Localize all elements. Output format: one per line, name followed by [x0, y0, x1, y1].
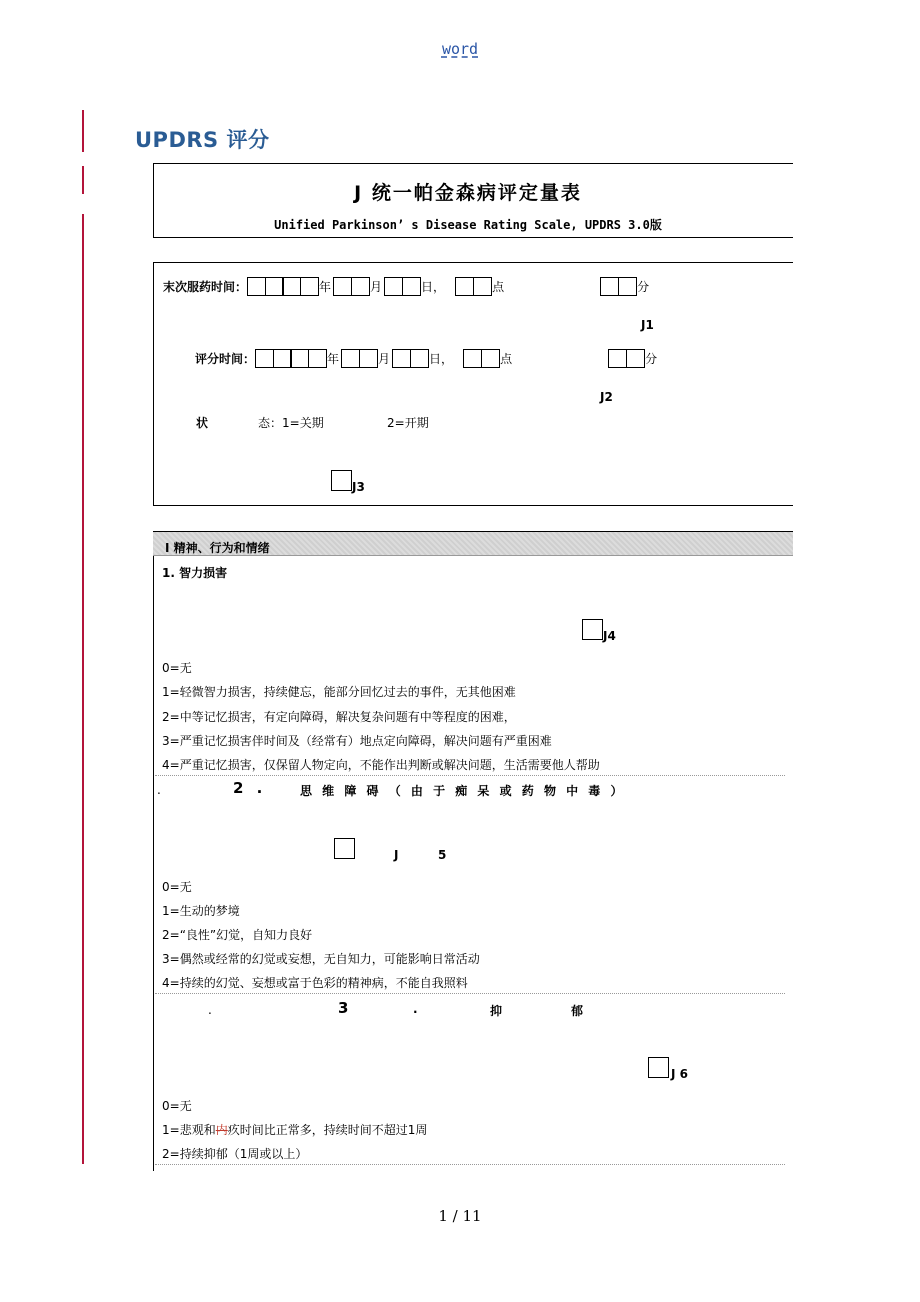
- month-digit-boxes[interactable]: [333, 277, 368, 296]
- status-checkbox[interactable]: [331, 470, 352, 491]
- info-box: [153, 262, 793, 506]
- hour-unit: 点: [500, 352, 513, 366]
- minute-digit-boxes[interactable]: [608, 349, 643, 368]
- item1-option: 3=严重记忆损害伴时间及（经常有）地点定向障碍，解决问题有严重困难: [162, 734, 552, 748]
- day-unit: 日，: [421, 280, 446, 294]
- item1-option: 4=严重记忆损害，仅保留人物定向，不能作出判断或解决问题，生活需要他人帮助: [162, 758, 600, 772]
- hour-digit-boxes[interactable]: [463, 349, 498, 368]
- item3-dot: .: [208, 1003, 212, 1017]
- code-j1: J1: [641, 318, 654, 332]
- item1-option: 1=轻微智力损害，持续健忘，能部分回忆过去的事件，无其他困难: [162, 685, 516, 699]
- item2-title: 思 维 障 碍 （ 由 于 痴 呆 或 药 物 中 毒 ）: [300, 784, 623, 798]
- code-j3: J3: [352, 480, 365, 494]
- year-digit-boxes[interactable]: [247, 277, 317, 296]
- status-on-option: 2=开期: [387, 416, 429, 430]
- item3-title-b: 郁: [571, 1004, 584, 1018]
- status-label-a: 状: [196, 416, 209, 430]
- item2-option: 1=生动的梦境: [162, 904, 240, 918]
- evaluation-time-label: 评分时间：: [195, 352, 256, 366]
- item1-code: J4: [603, 629, 616, 643]
- hour-unit: 点: [492, 280, 505, 294]
- minute-unit: 分: [637, 280, 650, 294]
- item3-option: [162, 1121, 427, 1138]
- item2-number: 2 .: [233, 779, 267, 797]
- tracked-change-deletion: 内: [215, 1123, 228, 1137]
- day-digit-boxes[interactable]: [384, 277, 419, 296]
- year-unit: 年: [319, 280, 332, 294]
- last-medication-label: 末次服药时间：: [163, 280, 248, 294]
- item3-option-part: 疚时间比正常多，持续时间不超过1周: [227, 1123, 428, 1137]
- margin-change-bar: [82, 110, 84, 152]
- item1-score-checkbox[interactable]: [582, 619, 603, 640]
- item3-title-a: 抑: [490, 1004, 503, 1018]
- item1-title: 1. 智力损害: [162, 566, 228, 580]
- minute-digit-boxes[interactable]: [600, 277, 635, 296]
- code-j2: J2: [600, 390, 613, 404]
- item3-score-checkbox[interactable]: [648, 1057, 669, 1078]
- item3-dot2: .: [413, 1002, 418, 1016]
- section-title-bar: I 精神、行为和情绪: [153, 531, 793, 556]
- month-unit: 月: [370, 280, 383, 294]
- page-number: 1 / 11: [438, 1207, 482, 1225]
- item1-option: 0=无: [162, 661, 192, 675]
- item2-option: 0=无: [162, 880, 192, 894]
- item-divider: [155, 775, 785, 776]
- status-label-b: 态：1=关期: [258, 416, 324, 430]
- item3-option: 0=无: [162, 1099, 192, 1113]
- evaluation-time-row: [195, 349, 657, 368]
- month-digit-boxes[interactable]: [341, 349, 376, 368]
- section-box: [153, 531, 793, 1171]
- item3-option: 2=持续抑郁（1周或以上）: [162, 1147, 308, 1161]
- document-heading: UPDRS 评分: [135, 128, 270, 152]
- item2-dot: .: [157, 783, 161, 797]
- header-word-link[interactable]: word: [441, 40, 479, 58]
- day-digit-boxes[interactable]: [392, 349, 427, 368]
- item-divider: [155, 1164, 785, 1165]
- hour-digit-boxes[interactable]: [455, 277, 490, 296]
- item2-option: 3=偶然或经常的幻觉或妄想，无自知力，可能影响日常活动: [162, 952, 480, 966]
- scale-subtitle: Unified Parkinson’ s Disease Rating Scale, UPDRS 3.0版: [274, 218, 662, 232]
- item2-code-j: J: [394, 848, 399, 862]
- scale-title: J 统一帕金森病评定量表: [354, 182, 582, 204]
- item2-code-number: 5: [438, 848, 447, 862]
- item3-option-part: 1=悲观和: [162, 1123, 216, 1137]
- last-medication-row: [163, 277, 649, 296]
- month-unit: 月: [378, 352, 391, 366]
- item2-score-checkbox[interactable]: [334, 838, 355, 859]
- item2-option: 2=“良性”幻觉，自知力良好: [162, 928, 313, 942]
- margin-change-bar: [82, 214, 84, 1164]
- item3-code: J 6: [671, 1067, 688, 1081]
- item1-option: 2=中等记忆损害，有定向障碍，解决复杂问题有中等程度的困难，: [162, 710, 516, 724]
- minute-unit: 分: [645, 352, 658, 366]
- margin-change-bar: [82, 166, 84, 194]
- year-digit-boxes[interactable]: [255, 349, 325, 368]
- year-unit: 年: [327, 352, 340, 366]
- item3-number: 3: [338, 999, 349, 1017]
- item-divider: [155, 993, 785, 994]
- item2-option: 4=持续的幻觉、妄想或富于色彩的精神病，不能自我照料: [162, 976, 468, 990]
- day-unit: 日，: [429, 352, 454, 366]
